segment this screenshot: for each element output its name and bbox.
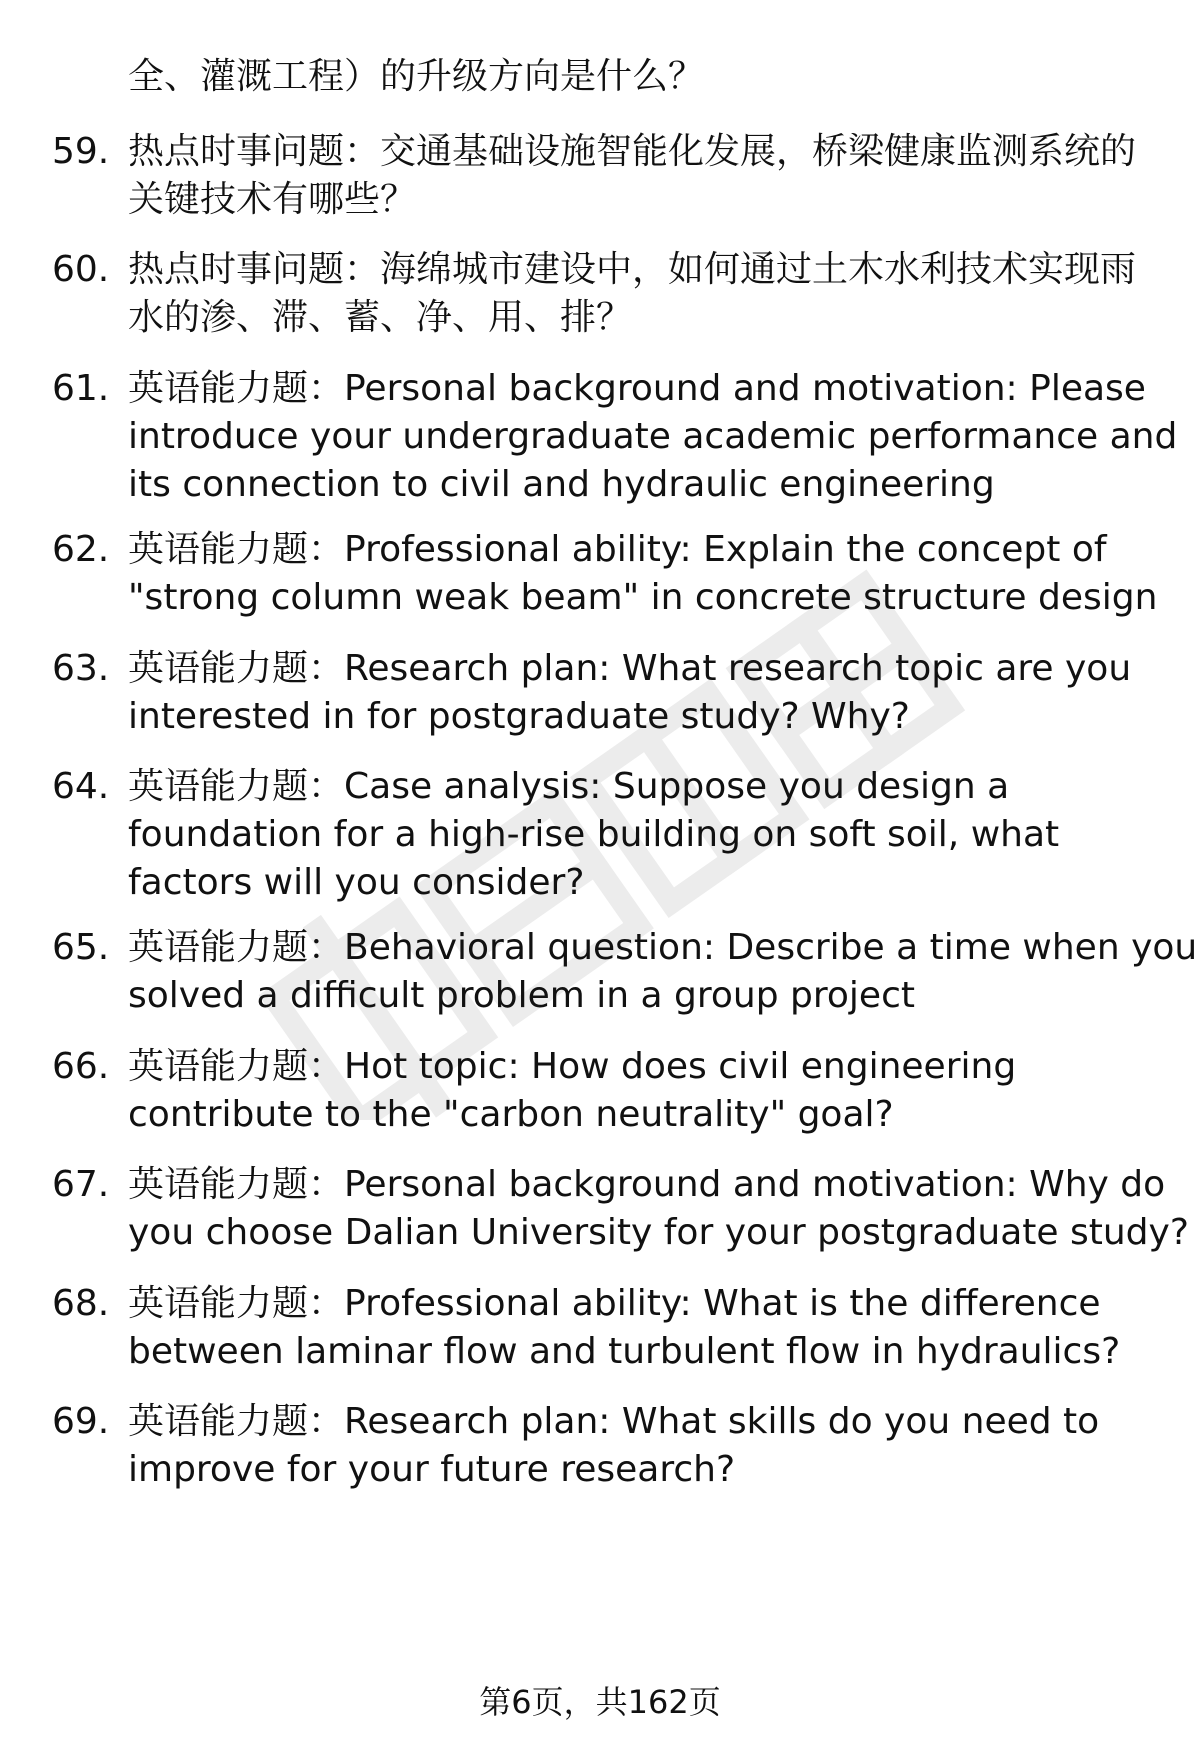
item-number: 61. <box>52 368 110 409</box>
item-text-line: 英语能力题：Professional ability: Explain the concept of <box>128 529 1107 570</box>
item-text-line: 热点时事问题：海绵城市建设中，如何通过土木水利技术实现雨 <box>128 249 1137 290</box>
item-text <box>128 645 1200 741</box>
item-text <box>128 1161 1200 1257</box>
item-text-line: contribute to the "carbon neutrality" goal? <box>128 1094 894 1135</box>
item-text <box>128 246 1200 342</box>
item-number: 65. <box>52 927 110 968</box>
item-text-line: 英语能力题：Research plan: What research topic are you <box>128 648 1132 689</box>
item-text-line: 英语能力题：Personal background and motivation: Why do <box>128 1164 1166 1205</box>
item-text-line: factors will you consider? <box>128 862 585 903</box>
item-text-line: 英语能力题：Hot topic: How does civil engineering <box>128 1046 1017 1087</box>
page-footer: 第6页，共162页 <box>479 1683 721 1721</box>
item-text-line: introduce your undergraduate academic performance and <box>128 416 1178 457</box>
item-text <box>128 763 1200 907</box>
item-text-line: 英语能力题：Personal background and motivation: Please <box>128 368 1146 409</box>
item-text-line: its connection to civil and hydraulic engineering <box>128 464 995 505</box>
item-text <box>128 1398 1200 1494</box>
item-text <box>128 526 1200 622</box>
item-number: 59. <box>52 131 110 172</box>
item-text <box>128 1280 1200 1376</box>
item-text-line: interested in for postgraduate study? Why? <box>128 696 910 737</box>
item-text <box>128 1043 1200 1139</box>
item-text-line: "strong column weak beam" in concrete structure design <box>128 577 1158 618</box>
item-text <box>128 924 1200 1020</box>
item-number: 64. <box>52 766 110 807</box>
item-text <box>128 128 1200 224</box>
item-number: 63. <box>52 648 110 689</box>
item-text-line: foundation for a high-rise building on soft soil, what <box>128 814 1060 855</box>
item-text-line: improve for your future research? <box>128 1449 736 1490</box>
item-text-line: 英语能力题：Research plan: What skills do you need to <box>128 1401 1100 1442</box>
item-text-line: 热点时事问题：交通基础设施智能化发展，桥梁健康监测系统的 <box>128 131 1137 172</box>
item-text-line: 全、灌溉工程）的升级方向是什么？ <box>128 56 705 97</box>
item-text-line: 关键技术有哪些？ <box>128 179 417 220</box>
item-number: 60. <box>52 249 110 290</box>
item-text-line: between laminar flow and turbulent flow in hydraulics? <box>128 1331 1121 1372</box>
item-number: 62. <box>52 529 110 570</box>
item-number: 67. <box>52 1164 110 1205</box>
item-text-line: you choose Dalian University for your postgraduate study? <box>128 1212 1189 1253</box>
item-text <box>128 53 1200 101</box>
item-text-line: 英语能力题：Professional ability: What is the difference <box>128 1283 1101 1324</box>
item-number: 68. <box>52 1283 110 1324</box>
item-text-line: 英语能力题：Case analysis: Suppose you design a <box>128 766 1010 807</box>
item-text-line: solved a difficult problem in a group project <box>128 975 915 1016</box>
item-text-line: 水的渗、滞、蓄、净、用、排？ <box>128 297 633 338</box>
item-text-line: 英语能力题：Behavioral question: Describe a time when you <box>128 927 1198 968</box>
item-number: 66. <box>52 1046 110 1087</box>
item-number: 69. <box>52 1401 110 1442</box>
item-text <box>128 365 1200 509</box>
